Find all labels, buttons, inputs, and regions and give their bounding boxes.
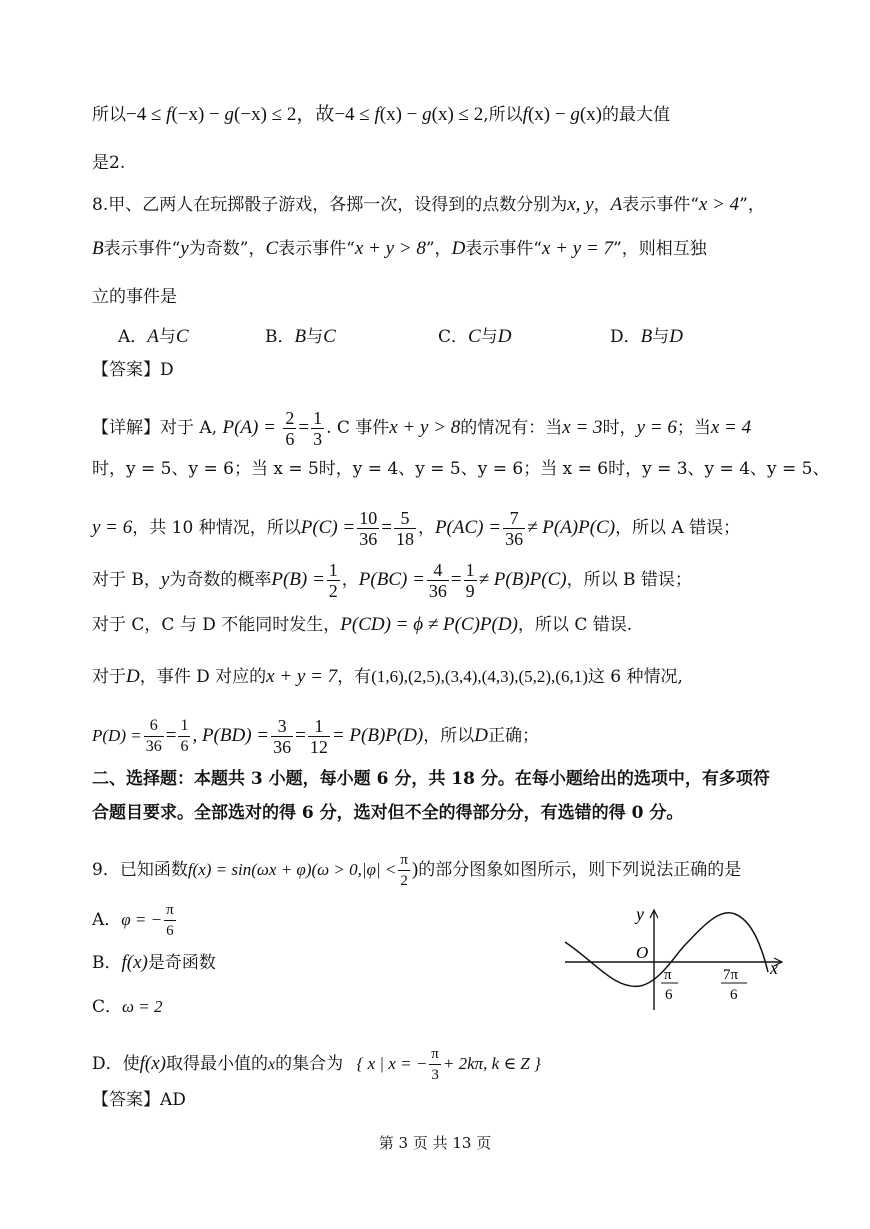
- detail-line-5: [92, 614, 632, 636]
- math: A: [610, 194, 623, 215]
- fraction: [427, 560, 449, 601]
- math: x = 3: [562, 417, 603, 438]
- math: P(B) =: [271, 569, 325, 590]
- numerator: 7: [503, 508, 525, 529]
- text: 所以: [92, 105, 126, 125]
- numerator: 5: [394, 508, 416, 529]
- answer-q9: 【答案】AD: [92, 1090, 186, 1110]
- math: + 2kπ, k ∈ Z }: [442, 1054, 541, 1073]
- detail-line-6: [92, 666, 683, 688]
- option-a: [118, 322, 189, 348]
- text: 的最大值: [601, 105, 670, 125]
- tick-label-numerator: π: [664, 967, 672, 983]
- fraction: [464, 560, 477, 601]
- math: (−x) −: [171, 104, 225, 125]
- text: ”，: [739, 195, 765, 215]
- denominator: 3: [431, 1067, 439, 1083]
- text: 对于: [92, 667, 126, 687]
- numerator: 6: [144, 716, 164, 737]
- math: x: [268, 1056, 276, 1073]
- text: 与: [652, 327, 670, 347]
- text: ，事件 D 对应的: [139, 667, 267, 687]
- math: f: [166, 104, 172, 125]
- math: (1,6),(2,5),(3,4),(4,3),(5,2),(6,1): [371, 667, 588, 686]
- option-label: A．: [118, 327, 148, 347]
- fraction: [327, 560, 340, 601]
- text: 9．已知函数: [92, 860, 188, 880]
- text: 这 6 种情况,: [587, 667, 683, 687]
- text: 与: [306, 327, 324, 347]
- text: ，: [341, 570, 359, 590]
- fraction: [164, 900, 176, 941]
- fraction: [398, 850, 410, 891]
- fraction: [429, 1044, 441, 1085]
- math: , P(BD) =: [192, 725, 270, 746]
- math: f(x): [139, 1053, 167, 1074]
- option-label: D．: [610, 327, 641, 347]
- math: (x) −: [527, 104, 571, 125]
- fraction: [144, 716, 164, 757]
- option-b: [265, 322, 336, 348]
- text: 对于 C，C 与 D 不能同时发生，: [92, 615, 341, 635]
- text: . C 事件: [326, 418, 390, 438]
- math: x = 4: [710, 417, 752, 438]
- math: P(AC) =: [434, 517, 502, 538]
- numerator: 10: [359, 508, 378, 528]
- page-footer: 第 3 页 共 13 页: [378, 1134, 492, 1152]
- text: 正确；: [487, 726, 539, 746]
- q8-line-3: 立的事件是: [92, 287, 177, 307]
- denominator: 18: [395, 529, 414, 549]
- option-c: [438, 322, 511, 348]
- math: x + y > 8: [389, 417, 461, 438]
- math: y = 6: [92, 517, 133, 538]
- denominator: 12: [309, 737, 328, 757]
- denominator: 2: [328, 581, 338, 601]
- text: 8.甲、乙两人在玩掷骰子游戏，各掷一次，设得到的点数分别为: [92, 195, 568, 215]
- numerator: 1: [178, 716, 190, 737]
- math: x, y: [567, 194, 594, 215]
- text: ,所以: [483, 105, 523, 125]
- text: 的部分图象如图所示，则下列说法正确的是: [418, 860, 742, 880]
- text: 表示事件“: [103, 239, 181, 259]
- detail-line-1: 【详解】对于 A, P(A) = $\frac{2}{6}$ = $\frac{1}{3}$ . C 事件x + y > 8的情况有：当x = 3时，y = 6；当x = 4: [92, 408, 752, 449]
- q8-line-2: [92, 238, 707, 260]
- math: x > 4: [698, 194, 740, 215]
- fraction: [357, 508, 379, 549]
- fraction: [178, 716, 190, 757]
- numerator: 3: [271, 716, 293, 737]
- math: y: [180, 238, 189, 259]
- text: 时，: [602, 418, 637, 438]
- math: B: [294, 326, 307, 347]
- fraction: [308, 716, 330, 757]
- denominator: 3: [313, 429, 323, 449]
- text: ，有: [337, 667, 372, 687]
- text: 与: [480, 327, 498, 347]
- text: ，所以 C 错误.: [517, 615, 633, 635]
- detail-line-7: P(D) = $\frac{6}{36}$ = $\frac{1}{6}$ , P(BD) = $\frac{3}{36}$ = $\frac{1}{12}$ = P(B)P(D)，所以D正确；: [92, 716, 539, 757]
- math: C: [323, 326, 336, 347]
- math: D: [497, 326, 512, 347]
- section-heading-line-1: 二、选择题：本题共 3 小题，每小题 6 分，共 18 分。在每小题给出的选项中，有多项符: [92, 769, 770, 789]
- math: P(BC) =: [358, 569, 425, 590]
- detail-line-4: 对于 B，y为奇数的概率P(B) = $\frac{1}{2}$ ，P(BC) = $\frac{4}{36}$ = $\frac{1}{9}$ ≠ P(B)P(C)，所以 B 错误；: [92, 560, 692, 601]
- text: 表示事件“: [622, 195, 699, 215]
- fraction: [271, 716, 293, 757]
- option-label: C．: [438, 327, 469, 347]
- math: f(x): [121, 952, 148, 973]
- math: P(CD) = ϕ ≠ P(C)P(D): [340, 614, 518, 635]
- math: g: [224, 104, 235, 125]
- option-label: A．: [92, 910, 122, 930]
- math: D: [474, 725, 488, 746]
- denominator: 9: [465, 581, 475, 601]
- math: A: [147, 326, 159, 347]
- fraction: [283, 408, 296, 449]
- q9-option-a: [92, 900, 178, 941]
- denominator: 36: [505, 529, 524, 549]
- math: y: [160, 569, 170, 590]
- math: P(D) =: [92, 726, 142, 745]
- text: 【详解】对于 A,: [92, 418, 218, 438]
- math: C: [175, 326, 189, 347]
- denominator: 36: [273, 737, 292, 757]
- denominator: 36: [428, 581, 447, 601]
- text: 对于 B，: [92, 570, 161, 590]
- text: 表示事件“: [465, 239, 542, 259]
- fraction: [394, 508, 416, 549]
- math: D: [669, 326, 683, 347]
- detail-line-2: 时，y = 5、y = 6；当 x = 5时，y = 4、y = 5、y = 6；当 x = 6时，y = 3、y = 4、y = 5、: [92, 459, 830, 479]
- fraction: [503, 508, 525, 549]
- math: −4 ≤: [126, 104, 167, 125]
- text: ，: [593, 195, 611, 215]
- option-d: [610, 322, 683, 348]
- x-axis-label: x: [770, 958, 778, 978]
- text: 与: [158, 327, 176, 347]
- text: ”，: [425, 239, 452, 259]
- option-label: B．: [265, 327, 295, 347]
- origin-label: O: [636, 943, 649, 962]
- math: f: [374, 104, 380, 125]
- math: B: [92, 238, 104, 259]
- math: { x | x = −: [356, 1054, 428, 1073]
- text-line-1: [92, 104, 670, 126]
- q9-option-b: [92, 952, 216, 974]
- tick-label-numerator: 7π: [723, 967, 739, 983]
- text: ；当: [676, 418, 711, 438]
- denominator: 6: [285, 429, 295, 449]
- text: ”，则相互独: [613, 239, 707, 259]
- q9-option-d: [92, 1044, 541, 1085]
- option-label: B．: [92, 953, 122, 973]
- math: x + y > 8: [354, 238, 426, 259]
- math: y = 6: [636, 417, 677, 438]
- text: 为奇数的概率: [169, 570, 272, 590]
- math: φ = −: [121, 910, 163, 929]
- math: P(A) =: [222, 417, 276, 438]
- denominator: 6: [166, 923, 174, 939]
- function-graph: [560, 900, 790, 1015]
- math: f(x) = sin(ωx + φ)(ω > 0,|φ| <: [187, 860, 397, 879]
- numerator: π: [164, 900, 176, 921]
- numerator: 1: [308, 716, 330, 737]
- math: = P(B)P(D): [331, 725, 424, 746]
- tick-label-denominator: 6: [730, 987, 738, 1003]
- denominator: 36: [145, 738, 162, 755]
- math: (x) ≤ 2: [431, 104, 484, 125]
- numerator: 4: [427, 560, 449, 581]
- text: 取得最小值的: [166, 1054, 269, 1074]
- math: ): [411, 859, 419, 880]
- math: g: [422, 104, 432, 125]
- numerator: 1: [465, 560, 475, 580]
- math: ≠ P(A)P(C): [527, 517, 616, 538]
- q9-option-c: [92, 996, 163, 1018]
- numerator: 2: [285, 408, 295, 428]
- text: 表示事件“: [278, 239, 355, 259]
- numerator: π: [398, 850, 410, 871]
- denominator: 36: [359, 529, 378, 549]
- math: (x) −: [379, 104, 423, 125]
- detail-line-3: y = 6，共 10 种情况，所以P(C) = $\frac{10}{36}$ = $\frac{5}{18}$ ，P(AC) = $\frac{7}{36}$ ≠ P(A)P(C)，所以 A 错误；: [92, 508, 741, 549]
- math: D: [451, 238, 466, 259]
- text: 为奇数”，: [188, 239, 266, 259]
- fraction: [311, 408, 324, 449]
- text: 的情况有：当: [460, 418, 563, 438]
- math: C: [468, 326, 481, 347]
- text: ，所以 A 错误；: [615, 518, 741, 538]
- text: 是奇函数: [147, 953, 216, 973]
- math: x + y = 7: [266, 666, 338, 687]
- q9-stem: [92, 850, 741, 891]
- math: f: [522, 104, 528, 125]
- math: ≠ P(B)P(C): [478, 569, 567, 590]
- section-heading-line-2: 合题目要求。全部选对的得 6 分，选对但不全的得部分分，有选错的得 0 分。: [92, 803, 684, 823]
- option-label: C．: [92, 997, 123, 1017]
- y-axis-label: y: [636, 904, 644, 924]
- text: ，: [417, 518, 435, 538]
- math: g: [570, 104, 580, 125]
- tick-label-denominator: 6: [665, 987, 673, 1003]
- option-label: D．使: [92, 1054, 140, 1074]
- math: ω = 2: [122, 997, 163, 1016]
- answer-q8: 【答案】D: [92, 360, 174, 380]
- text: ，所以: [423, 726, 475, 746]
- q8-line-1: [92, 194, 765, 216]
- denominator: 2: [400, 873, 408, 889]
- text-line-2: 是2.: [92, 153, 126, 173]
- numerator: π: [429, 1044, 441, 1065]
- numerator: 1: [313, 408, 323, 428]
- math: P(C) =: [300, 517, 356, 538]
- math: C: [265, 238, 279, 259]
- math: (x): [579, 104, 602, 125]
- text: ，共 10 种情况，所以: [132, 518, 301, 538]
- text: 的集合为: [275, 1054, 344, 1074]
- math: x + y = 7: [542, 238, 614, 259]
- math: B: [640, 326, 653, 347]
- text: ，所以 B 错误；: [566, 570, 692, 590]
- math: −4 ≤: [334, 104, 375, 125]
- math: (−x) ≤ 2，故: [234, 104, 335, 125]
- numerator: 1: [328, 560, 338, 580]
- denominator: 6: [180, 738, 189, 755]
- math: D: [126, 666, 140, 687]
